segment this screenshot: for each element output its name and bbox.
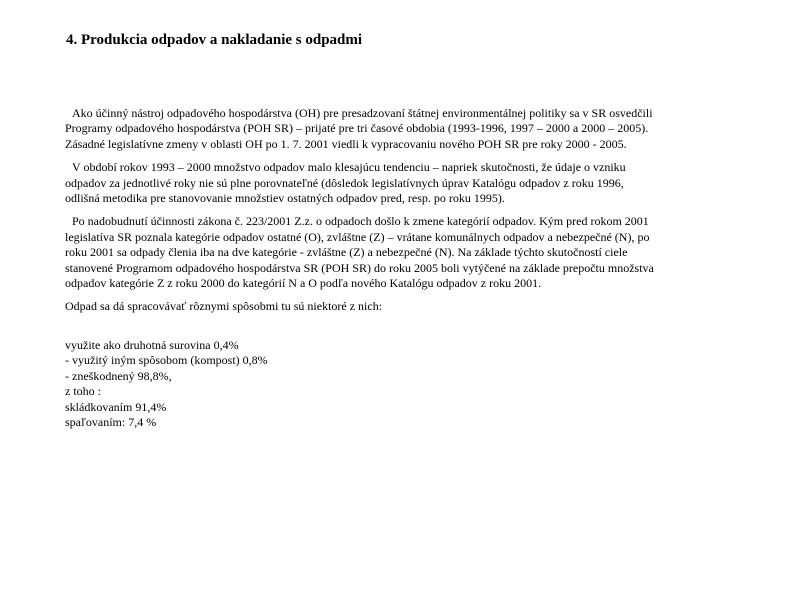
- paragraph-waste-trend: V období rokov 1993 – 2000 množstvo odpadov malo klesajúcu tendenciu – napriek skutočnosti, že údaje o vzniku odpadov za jednotlivé roky nie sú plne porovnateľné (dôsledok legislatívnych úprav Katalógu odpadov z roku 1996, odlišná metodika pre stanovovanie množstiev ostatných odpadov pred, resp. po roku 1995).: [65, 160, 626, 206]
- paragraph-processing-intro: Odpad sa dá spracovávať rôznymi spôsobmi tu sú niektoré z nich:: [65, 299, 383, 314]
- list-item: - využitý iným spôsobom (kompost) 0,8%: [65, 353, 268, 368]
- list-item: skládkovaním 91,4%: [65, 399, 167, 414]
- document-body: [65, 106, 660, 430]
- spacer: [65, 323, 660, 338]
- processing-methods-list: [65, 338, 660, 430]
- list-item: z toho :: [65, 384, 101, 399]
- paragraph-waste-programs: Ako účinný nástroj odpadového hospodárstva (OH) pre presadzovaní štátnej environmentálnej politiky sa v SR osvedčili Programy odpadového hospodárstva (POH SR) – prijaté pre tri časové obdobia (1993-1996, 1997 – 2000 a 2000 – 2005). Zásadné legislatívne zmeny v oblasti OH po 1. 7. 2001 viedli k vypracovaniu nového POH SR pre roky 2000 - 2005.: [65, 106, 653, 151]
- list-item: - zneškodnený 98,8%,: [65, 368, 172, 383]
- paragraph-waste-categories: Po nadobudnutí účinnosti zákona č. 223/2001 Z.z. o odpadoch došlo k zmene kategórií odpadov. Kým pred rokom 2001 legislatíva SR poznala kategórie odpadov ostatné (O), zvláštne (Z) – vrátane komunálnych odpadov a nebezpečné (N), po roku 2001 sa odpady členia iba na dve kategórie - zvláštne (Z) a nebezpečné (N). Na základe týchto skutočností ciele stanovené Programom odpadového hospodárstva SR (POH SR) do roku 2005 boli vytýčené na základe prepočtu množstva odpadov kategórie Z z roku 2000 do kategórií N a O podľa nového Katalógu odpadov z roku 2001.: [65, 214, 654, 291]
- list-item: využite ako druhotná surovina 0,4%: [65, 337, 239, 352]
- document-title: 4. Produkcia odpadov a nakladanie s odpadmi: [66, 32, 363, 48]
- list-item: spaľovaním: 7,4 %: [65, 414, 157, 429]
